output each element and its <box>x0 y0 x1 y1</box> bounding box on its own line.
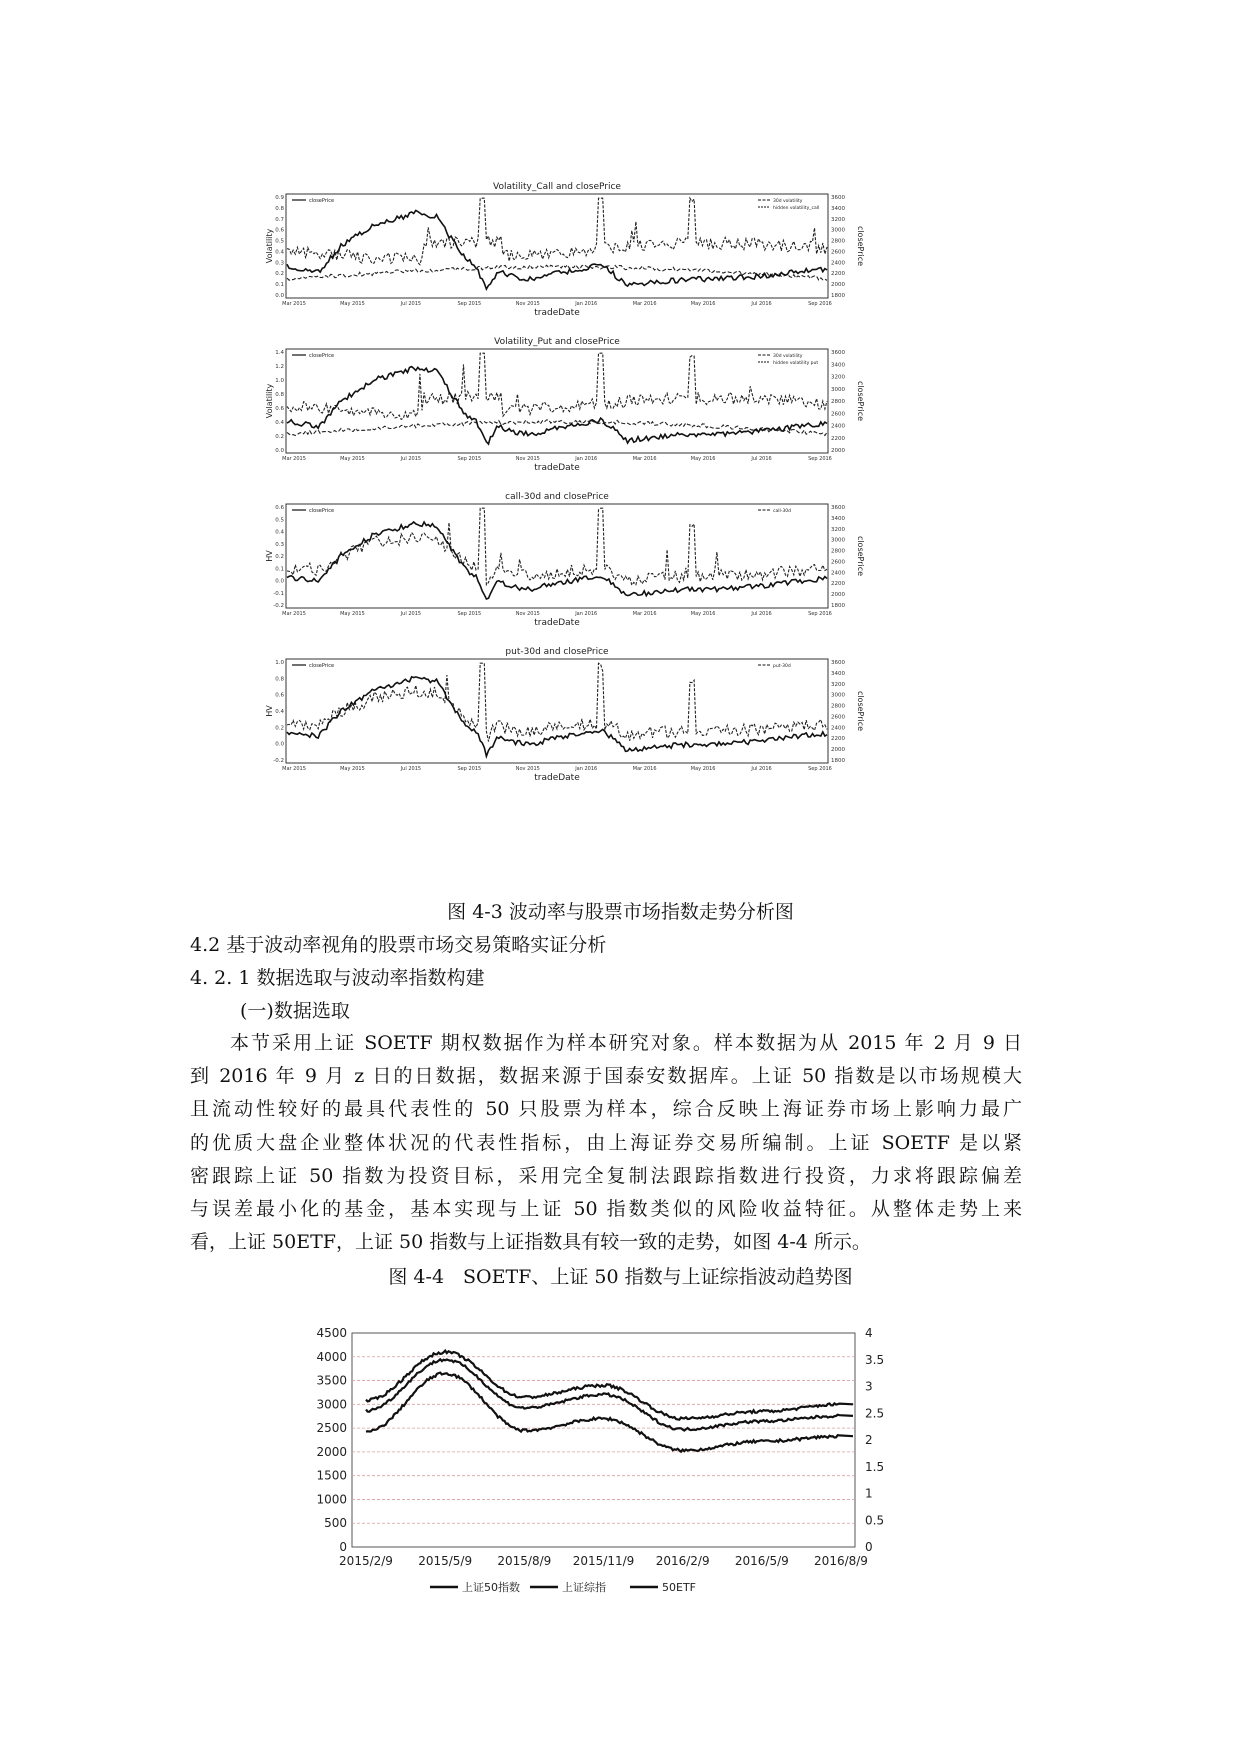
x-axis-label: tradeDate <box>534 308 580 318</box>
x-axis-label: tradeDate <box>534 463 580 473</box>
x-tick-label: Jan 2016 <box>575 301 598 307</box>
y2-tick-label: 2000 <box>831 747 845 754</box>
y2-tick-label: 2800 <box>831 238 845 245</box>
y-tick-label: 0.0 <box>275 578 284 585</box>
y-axis-label: HV <box>265 550 274 562</box>
y2-tick-label: 3600 <box>831 505 845 511</box>
y-tick-label: 3500 <box>316 1373 347 1388</box>
x-tick-label: 2016/5/9 <box>734 1554 789 1568</box>
y-tick-label: 1000 <box>316 1492 347 1507</box>
y-tick-label: 0.9 <box>275 195 284 201</box>
panel-4 <box>265 647 865 783</box>
section-heading-4-2: 4.2 基于波动率视角的股票市场交易策略实证分析 <box>190 934 607 956</box>
legend-series-label: hidden volatility_call <box>773 206 820 211</box>
x-tick-label: Mar 2016 <box>632 301 657 307</box>
y2-tick-label: 2400 <box>831 725 845 732</box>
volatility-30d-line <box>287 420 827 436</box>
y2-tick-label: 2400 <box>831 260 845 267</box>
y-tick-label: 0.8 <box>275 392 284 398</box>
y-axis-label: HV <box>265 705 274 717</box>
y-tick-label: -0.2 <box>273 758 284 764</box>
x-tick-label: Sep 2015 <box>457 301 482 307</box>
y2-tick-label: 2600 <box>831 714 845 721</box>
legend-close-label: closePrice <box>309 353 335 359</box>
x-axis-label: tradeDate <box>534 618 580 628</box>
x-tick-label: 2015/8/9 <box>497 1554 552 1568</box>
paragraph-line: 的优质大盘企业整体状况的代表性指标，由上海证券交易所编制。上证 SOETF 是以紧 <box>190 1131 1022 1154</box>
paragraph-line: 本节采用上证 SOETF 期权数据作为样本研究对象。样本数据为从 2015 年 2 月 9 日 <box>230 1032 1022 1054</box>
y2-axis-label: closePrice <box>856 380 865 422</box>
y-tick-label: 1500 <box>316 1468 347 1483</box>
y-tick-label: 2500 <box>316 1421 347 1436</box>
y2-tick-label: 3600 <box>831 195 845 201</box>
panel-frame <box>286 659 828 763</box>
y2-tick-label: 3400 <box>831 205 845 212</box>
panel-3 <box>265 492 865 628</box>
y-tick-label: 1.4 <box>275 350 284 356</box>
subsection-heading: (一)数据选取 <box>240 1000 350 1022</box>
x-tick-label: May 2016 <box>690 611 716 617</box>
y-tick-label: 0.6 <box>275 692 284 699</box>
legend-label: 上证50指数 <box>462 1581 520 1594</box>
x-tick-label: May 2015 <box>340 301 365 307</box>
x-tick-label: May 2016 <box>690 766 716 772</box>
y2-tick-label: 2600 <box>831 411 845 418</box>
y2-tick-label: 2800 <box>831 399 845 405</box>
figure-4-4-caption: 图 4-4 SOETF、上证 50 指数与上证综指波动趋势图 <box>388 1266 853 1288</box>
y-tick-label: 4000 <box>316 1349 347 1364</box>
x-axis-label: tradeDate <box>534 773 580 783</box>
panel-title: put-30d and closePrice <box>505 647 609 657</box>
close-price-line <box>287 367 827 444</box>
figure-4-3 <box>265 180 956 870</box>
y2-tick-label: 3200 <box>831 681 845 688</box>
legend-close-label: closePrice <box>309 663 335 669</box>
y-tick-label: -0.1 <box>273 590 284 597</box>
y2-tick-label: 2800 <box>831 548 845 555</box>
x-tick-label: Nov 2015 <box>515 301 540 307</box>
paragraph-line: 到 2016 年 9 月 z 日的日数据，数据来源于国泰安数据库。上证 50 指数是以市场规模大 <box>190 1065 1022 1088</box>
y2-tick-label: 3200 <box>831 526 845 533</box>
panel-frame <box>286 504 828 608</box>
y-tick-label: -0.2 <box>273 603 284 609</box>
x-tick-label: Jul 2016 <box>751 301 772 307</box>
legend-series-label: put-30d <box>773 664 791 669</box>
x-tick-label: Jul 2016 <box>751 766 772 772</box>
y2-tick-label: 2400 <box>831 570 845 577</box>
x-tick-label: May 2016 <box>690 456 716 462</box>
x-tick-label: Jul 2015 <box>400 766 422 772</box>
y2-tick-label: 1 <box>865 1486 873 1501</box>
x-tick-label: Jul 2016 <box>751 611 772 617</box>
close-price-line <box>287 677 827 756</box>
legend-label: 上证综指 <box>562 1581 606 1594</box>
section-heading-4-2-1: 4. 2. 1 数据选取与波动率指数构建 <box>190 967 485 989</box>
y-axis-label: Volatility <box>265 228 274 264</box>
paragraph-line: 看，上证 50ETF，上证 50 指数与上证指数具有较一致的走势，如图 4-4 所示。 <box>190 1231 871 1254</box>
figure-4-3-caption: 图 4-3 波动率与股票市场指数走势分析图 <box>447 901 794 923</box>
x-tick-label: May 2015 <box>340 766 365 772</box>
x-tick-label: 2015/5/9 <box>418 1554 473 1568</box>
x-tick-label: Sep 2015 <box>457 611 482 617</box>
paragraph-line: 与误差最小化的基金，基本实现与上证 50 指数类似的风险收益特征。从整体走势上来 <box>190 1198 1022 1221</box>
y2-tick-label: 4 <box>865 1326 873 1340</box>
y-tick-label: 0.2 <box>275 725 284 732</box>
y-tick-label: 4500 <box>316 1326 347 1340</box>
y-tick-label: 3000 <box>316 1397 347 1412</box>
y2-tick-label: 1800 <box>831 603 845 609</box>
y-tick-label: 0.4 <box>275 249 284 256</box>
y2-tick-label: 0 <box>865 1540 873 1554</box>
y-tick-label: 0.8 <box>275 205 284 212</box>
y-tick-label: 0.2 <box>275 271 284 278</box>
y2-tick-label: 2400 <box>831 423 845 430</box>
paragraph-line: 密跟踪上证 50 指数为投资目标，采用完全复制法跟踪指数进行投资，力求将跟踪偏差 <box>190 1164 1022 1187</box>
y-tick-label: 0.8 <box>275 676 284 683</box>
y2-tick-label: 1800 <box>831 758 845 764</box>
x-tick-label: Jul 2015 <box>400 456 422 462</box>
close-price-line <box>287 522 827 599</box>
y-tick-label: 0.7 <box>275 216 284 223</box>
y2-tick-label: 3000 <box>831 386 845 393</box>
panel-frame <box>286 349 828 453</box>
y-tick-label: 2000 <box>316 1444 347 1459</box>
legend-label: 50ETF <box>662 1581 696 1594</box>
x-tick-label: Sep 2015 <box>457 456 482 462</box>
y2-tick-label: 2000 <box>831 282 845 289</box>
x-tick-label: Nov 2015 <box>515 766 540 772</box>
hidden-volatility-line <box>287 353 827 419</box>
x-tick-label: Sep 2016 <box>808 456 832 462</box>
y2-tick-label: 2 <box>865 1433 873 1447</box>
y-tick-label: 1.0 <box>275 660 284 666</box>
y-axis-label: Volatility <box>265 383 274 419</box>
figure-4-4-chart <box>300 1325 940 1610</box>
x-tick-label: Sep 2016 <box>808 611 832 617</box>
y-tick-label: 0.3 <box>275 541 284 548</box>
y2-axis-label: closePrice <box>856 535 865 577</box>
x-tick-label: Mar 2015 <box>282 456 306 462</box>
y2-tick-label: 2200 <box>831 271 845 278</box>
y2-tick-label: 2.5 <box>865 1406 885 1421</box>
body-paragraph <box>190 1027 1022 1259</box>
y-tick-label: 500 <box>324 1516 347 1531</box>
y2-tick-label: 3.5 <box>865 1352 885 1367</box>
legend-series-label: 30d volatility <box>773 199 803 204</box>
legend-series-label: 30d volatility <box>773 354 803 359</box>
hidden-volatility-line <box>287 508 827 585</box>
y2-tick-label: 2200 <box>831 736 845 743</box>
y-tick-label: 0.6 <box>275 406 284 412</box>
panel-title: call-30d and closePrice <box>505 492 609 502</box>
panel-title: Volatility_Call and closePrice <box>493 182 621 192</box>
y2-tick-label: 2000 <box>831 448 845 454</box>
y-tick-label: 0.2 <box>275 434 284 440</box>
y-tick-label: 0.4 <box>275 709 284 715</box>
x-tick-label: Mar 2016 <box>632 611 657 617</box>
legend-close-label: closePrice <box>309 198 335 204</box>
x-tick-label: Jan 2016 <box>575 766 598 772</box>
y-tick-label: 0.6 <box>275 505 284 511</box>
legend-series-label: hidden volatility put <box>773 361 819 366</box>
y2-tick-label: 3600 <box>831 660 845 666</box>
x-tick-label: 2016/2/9 <box>655 1554 710 1568</box>
legend-close-label: closePrice <box>309 508 335 514</box>
y2-axis-label: closePrice <box>856 225 865 267</box>
x-tick-label: Mar 2015 <box>282 611 306 617</box>
panel-1 <box>265 182 865 318</box>
legend-series-label: call-30d <box>773 509 791 514</box>
x-tick-label: 2015/2/9 <box>339 1554 393 1568</box>
y-tick-label: 0.3 <box>275 260 284 267</box>
y2-tick-label: 3000 <box>831 692 845 699</box>
y-tick-label: 0.0 <box>275 293 284 299</box>
y2-tick-label: 3600 <box>831 350 845 356</box>
x-tick-label: May 2015 <box>340 456 365 462</box>
y-tick-label: 0.4 <box>275 420 284 426</box>
y-tick-label: 1.0 <box>275 378 284 384</box>
x-tick-label: Mar 2015 <box>282 766 306 772</box>
x-tick-label: Sep 2016 <box>808 301 832 307</box>
x-tick-label: Jan 2016 <box>575 456 598 462</box>
x-tick-label: 2015/11/9 <box>572 1554 635 1568</box>
y2-tick-label: 2600 <box>831 249 845 256</box>
y2-tick-label: 2800 <box>831 703 845 710</box>
x-tick-label: Jul 2015 <box>400 611 422 617</box>
y2-tick-label: 2200 <box>831 581 845 588</box>
x-tick-label: May 2016 <box>690 301 716 307</box>
x-tick-label: Nov 2015 <box>515 611 540 617</box>
y-tick-label: 0.6 <box>275 227 284 234</box>
y2-tick-label: 3400 <box>831 515 845 522</box>
x-tick-label: Jul 2015 <box>400 301 422 307</box>
y-tick-label: 0.0 <box>275 448 284 454</box>
y2-tick-label: 3 <box>865 1379 873 1394</box>
paragraph-line: 且流动性较好的最具代表性的 50 只股票为样本，综合反映上海证券市场上影响力最广 <box>190 1098 1022 1121</box>
x-tick-label: Nov 2015 <box>515 456 540 462</box>
y-tick-label: 0.0 <box>275 741 284 748</box>
panel-title: Volatility_Put and closePrice <box>494 337 620 347</box>
x-tick-label: Mar 2016 <box>632 456 657 462</box>
x-tick-label: Sep 2015 <box>457 766 482 772</box>
y-tick-label: 0.2 <box>275 554 284 560</box>
y2-tick-label: 3200 <box>831 374 845 381</box>
y2-tick-label: 2200 <box>831 435 845 442</box>
x-tick-label: Sep 2016 <box>808 766 832 772</box>
x-tick-label: 2016/8/9 <box>814 1554 868 1568</box>
x-tick-label: Mar 2015 <box>282 301 306 307</box>
x-tick-label: Mar 2016 <box>632 766 657 772</box>
x-tick-label: Jul 2016 <box>751 456 772 462</box>
y-tick-label: 0 <box>339 1540 347 1554</box>
panel-frame <box>286 194 828 298</box>
x-tick-label: May 2015 <box>340 611 365 617</box>
y-tick-label: 0.1 <box>275 282 284 289</box>
hidden-volatility-line <box>287 663 827 741</box>
y-tick-label: 0.5 <box>275 517 284 524</box>
x-tick-label: Jan 2016 <box>575 611 598 617</box>
y2-axis-label: closePrice <box>856 690 865 732</box>
y-tick-label: 0.5 <box>275 238 284 245</box>
y2-tick-label: 3400 <box>831 362 845 369</box>
y2-tick-label: 1.5 <box>865 1459 885 1474</box>
y-tick-label: 0.4 <box>275 529 284 536</box>
y2-tick-label: 3000 <box>831 227 845 234</box>
y2-tick-label: 3400 <box>831 670 845 677</box>
y2-tick-label: 3200 <box>831 216 845 223</box>
panel-2 <box>265 337 865 473</box>
y2-tick-label: 1800 <box>831 293 845 299</box>
y-tick-label: 1.2 <box>275 364 284 370</box>
y-tick-label: 0.1 <box>275 566 284 573</box>
y2-tick-label: 3000 <box>831 537 845 544</box>
y2-tick-label: 0.5 <box>865 1513 885 1528</box>
y2-tick-label: 2000 <box>831 592 845 599</box>
y2-tick-label: 2600 <box>831 559 845 566</box>
